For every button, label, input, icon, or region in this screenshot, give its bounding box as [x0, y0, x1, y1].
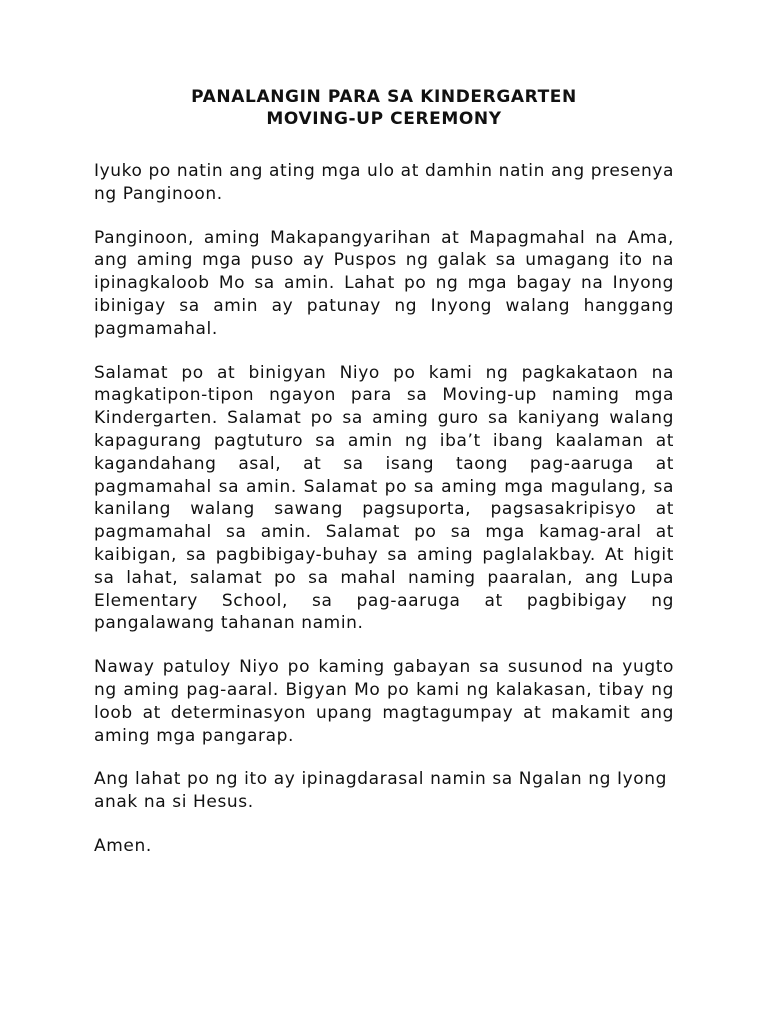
- paragraph-amen: Amen.: [94, 835, 152, 856]
- title-line-1: PANALANGIN PARA SA KINDERGARTEN: [191, 87, 577, 107]
- paragraph-intro: Iyuko po natin ang ating mga ulo at damhin natin ang presenya ng Panginoon.: [94, 161, 674, 204]
- paragraph-petition: Naway patuloy Niyo po kaming gabayan sa susunod na yugto ng aming pag-aaral. Bigyan Mo po kami ng kalakasan, tibay ng loob at determinasyon upang magtagumpay at makamit ang aming mga pangarap.: [94, 657, 674, 746]
- paragraph-closing: Ang lahat po ng ito ay ipinagdarasal namin sa Ngalan ng Iyong anak na si Hesus.: [94, 769, 668, 813]
- paragraph-thanksgiving: Salamat po at binigyan Niyo po kami ng pagkakataon na magkatipon-tipon ngayon para sa Moving-up naming mga Kindergarten. Salamat po sa aming guro sa kaniyang walang kapagurang pagtuturo sa amin ng iba’t ibang kaalaman at kagandahang asal, at sa isang taong pag-aaruga at pagmamahal sa amin. Salamat po sa aming mga magulang, sa kanilang walang sawang pagsuporta, pagsasakripisyo at pagmamahal sa amin. Salamat po sa mga kamag-aral at kaibigan, sa pagbibigay-buhay sa aming paglalakbay. At higit sa lahat, salamat po sa mahal naming paaralan, ang Lupa Elementary School, sa pag-aaruga at pagbibigay ng pangalawang tahanan namin.: [94, 362, 674, 634]
- title-line-2: MOVING-UP CEREMONY: [266, 109, 502, 129]
- page-title: [94, 86, 674, 130]
- paragraph-invocation: Panginoon, aming Makapangyarihan at Mapagmahal na Ama, ang aming mga puso ay Puspos ng galak sa umagang ito na ipinagkaloob Mo sa amin. Lahat po ng mga bagay na Inyong ibinigay sa amin ay patunay ng Inyong walang hanggang pagmamahal.: [94, 227, 674, 339]
